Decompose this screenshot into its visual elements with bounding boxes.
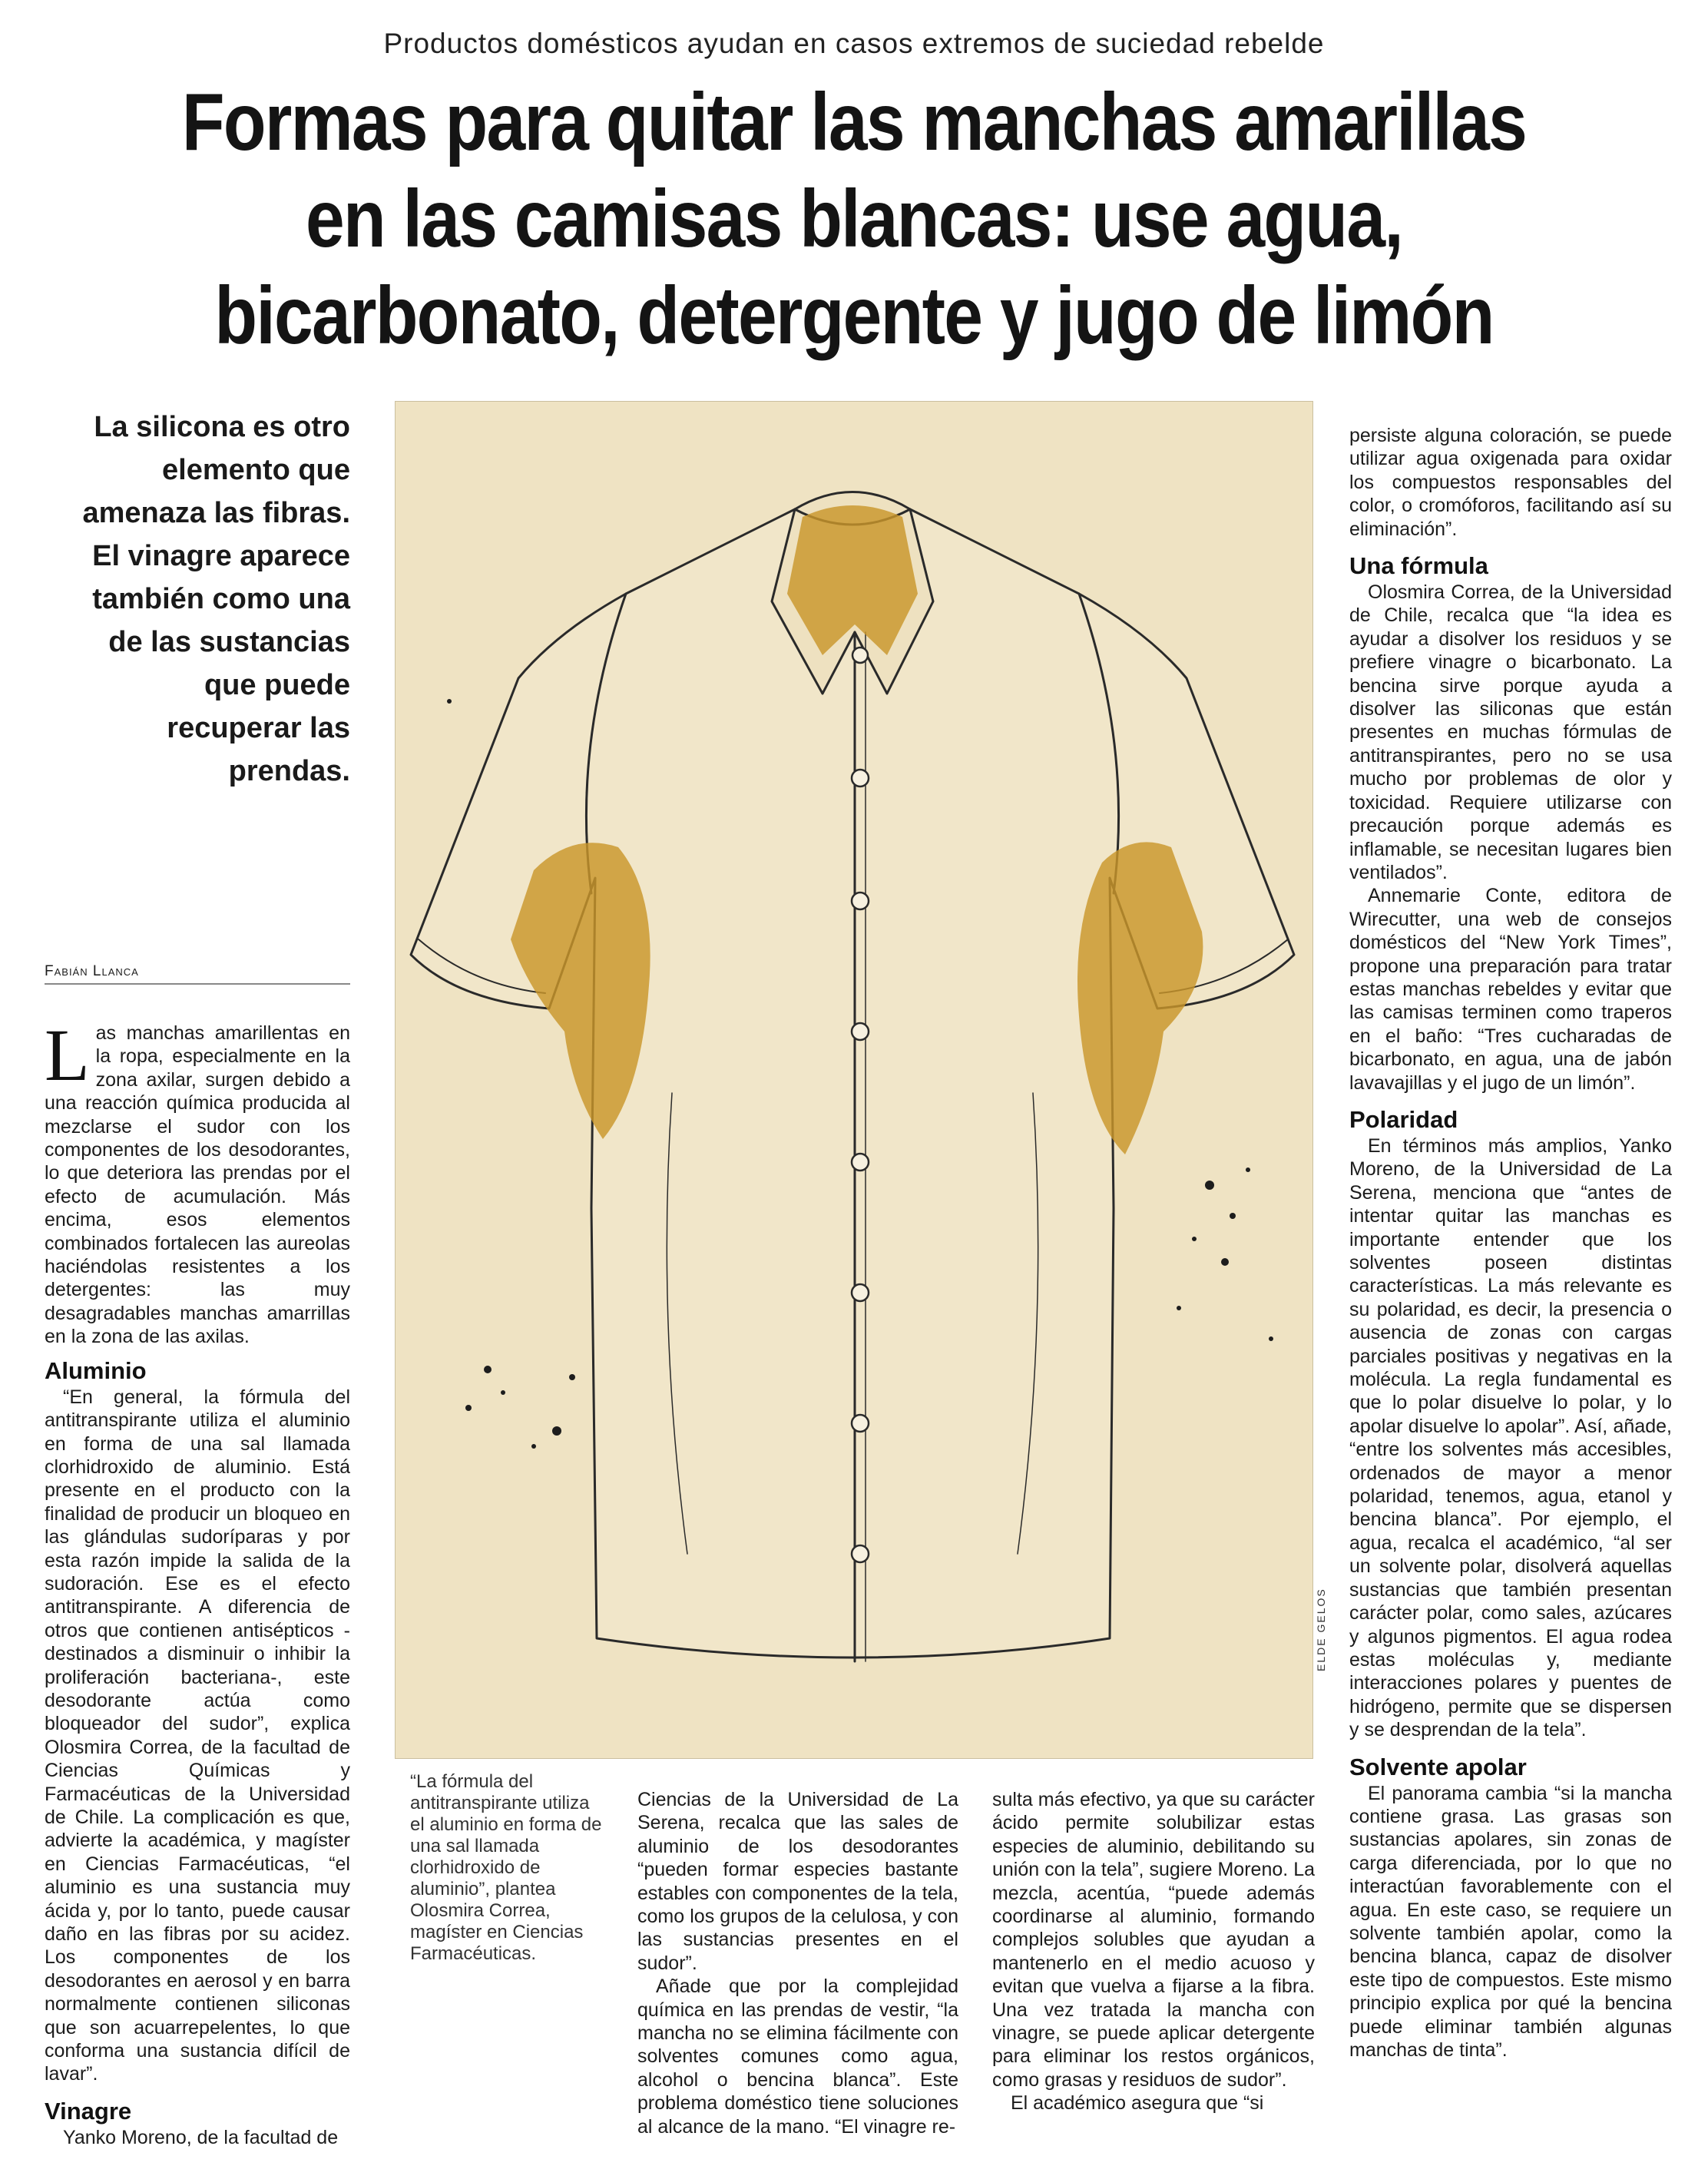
aluminio-paragraph: “En general, la fórmula del antitranspirante utiliza el aluminio en forma de una sal llamada clorhidroxido de aluminio. Está presente en el producto con la finalidad de producir un bloqueo en las glándulas sudoríparas y por esta razón impide la salida de la sudoración. Ese es el efecto antitranspirante. A diferencia de otros que contienen antisépticos -destinados a disminuir o inhibir la proliferación bacteriana-, este desodorante actúa como bloqueador del sudor”, explica Olosmira Correa, de la facultad de Ciencias Químicas y Farmacéuticas de la Universidad de Chile. La complicación es que, advierte la académica, y magíster en Ciencias Farmacéuticas, “el aluminio es una sustancia muy ácida y, por lo tanto, puede causar daño en las fibras por su acidez. Los componentes de los desodorantes en aerosol y en barra normalmente contienen siliconas que son acuarrepelentes, lo que conforma una sustancia difícil de lavar”.	[45, 1386, 350, 2085]
headline-line-1: Formas para quitar las manchas amarillas	[181, 77, 1527, 167]
byline	[45, 963, 350, 985]
subhead-solvente-apolar: Solvente apolar	[1349, 1753, 1527, 1780]
illustration-credit: ELDE GELOS	[1315, 1588, 1327, 1671]
byline-name: Fabián Llanca	[45, 963, 139, 979]
intro-paragraph	[45, 1014, 350, 1349]
subhead-una-formula: Una fórmula	[1349, 552, 1488, 580]
shirt-illustration	[395, 401, 1313, 1759]
subhead-polaridad: Polaridad	[1349, 1105, 1458, 1133]
article-column-4	[992, 1788, 1315, 2115]
dropcap: L	[45, 1014, 90, 1096]
col2-paragraph-0: persiste alguna coloración, se puede utilizar agua oxigenada para oxidar los compuestos responsables del color, o cromóforos, facilitando así su eliminación”.	[1349, 425, 1672, 540]
polaridad-paragraph: En términos más amplios, Yanko Moreno, de la Universidad de La Serena, menciona que “antes de intentar quitar las manchas es importante entender que los solventes poseen distintas características. La más relevante es su polaridad, es decir, la presencia o ausencia de zonas con cargas parciales positivas y negativas en la molécula. La regla fundamental es que lo polar disuelve lo polar, y lo apolar disuelve lo apolar”. Así, añade, “entre los solventes más accesibles, ordenados de mayor a menor polaridad, tenemos, agua, etanol y bencina blanca”. Por ejemplo, el agua, recalca el académico, “al ser un solvente polar, disolverá aquellas sustancias que también presentan carácter polar, como sales, azúcares y algunos pigmentos. El agua rodea estas moléculas y, mediante interacciones polares y puentes de hidrógeno, permite que se dispersen y se desprendan de la tela”.	[1349, 1134, 1672, 1741]
subhead-aluminio: Aluminio	[45, 1356, 147, 1384]
headline-line-3: bicarbonato, detergente y jugo de limón	[214, 270, 1494, 361]
shirt-drawing	[396, 402, 1312, 1758]
solvente-paragraph: El panorama cambia “si la mancha contiene grasa. Las grasas son sustancias apolares, sin zonas de carga diferenciada, por lo que no interactúan favorablemente con el agua. En este caso, se requiere un solvente también apolar, como la bencina blanca, capaz de disolver este tipo de compuestos. Este mismo principio explica por qué la bencina puede eliminar también algunas manchas de tinta”.	[1349, 1782, 1672, 2061]
vinagre-paragraph: Yanko Moreno, de la facultad de	[63, 2126, 339, 2148]
photo-caption: “La fórmula del antitranspirante utiliza el aluminio en forma de una sal llamada clorhidroxido de aluminio”, plantea Olosmira Correa, magíster en Ciencias Farmacéuticas.	[410, 1771, 602, 1964]
col4-paragraph-2: El académico asegura que “si	[1011, 2092, 1264, 2115]
headline	[159, 74, 1548, 364]
shirt-body	[411, 509, 1294, 1658]
subhead-vinagre: Vinagre	[45, 2097, 132, 2125]
col4-paragraph-1: sulta más efectivo, ya que su carácter ácido permite solubilizar estas especies de aluminio, debilitando su unión con la tela”, sugiere Moreno. La mezcla, acentúa, “puede además coordinarse al aluminio, formando complejos solubles que ayudan a mantenerlo en el medio acuoso y evitan que vuelva a fijarse a la fibra. Una vez tratada la mancha con vinagre, se puede aplicar detergente para eliminar los restos orgánicos, como grasas y residuos de sudor”.	[992, 1789, 1315, 2091]
article-column-3	[637, 1788, 958, 2138]
formula-paragraph-1: Olosmira Correa, de la Universidad de Chile, recalca que “la idea es ayudar a disolver los residuos y se prefiere vinagre o bicarbonato. La bencina sirve porque ayuda a disolver las siliconas que están presentes en muchas fórmulas de antitranspirantes, pero no se usa mucho por problemas de olor y toxicidad. Requiere utilizarse con precaución porque además es inflamable, se necesitan lugares bien ventilados”.	[1349, 581, 1672, 883]
col3-paragraph-2: Añade que por la complejidad química en las prendas de vestir, “la mancha no se elimina fácilmente con solventes comunes como agua, alcohol o bencina blanca”. Este problema doméstico tiene soluciones al alcance de la mano. “El vinagre re-	[637, 1976, 958, 2138]
article-column-1	[45, 1014, 350, 2149]
headline-line-2: en las camisas blancas: use agua,	[306, 174, 1402, 264]
article-column-2	[1349, 424, 1672, 2062]
col3-paragraph-1: Ciencias de la Universidad de La Serena, recalca que las sales de aluminio de los desodorantes “pueden formar especies bastante estables con componentes de la tela, como los grupos de la celulosa, y con las sustancias presentes en el sudor”.	[637, 1789, 958, 1974]
pull-quote: La silicona es otro elemento que amenaza las fibras. El vinagre aparece también como una de las sustancias que puede recuperar las prendas.	[82, 411, 350, 787]
formula-paragraph-2: Annemarie Conte, editora de Wirecutter, una web de consejos domésticos del “New York Times”, propone una preparación para tratar estas manchas rebeldes y evitar que las camisas terminen como traperos en el baño: “Tres cucharadas de bicarbonato, en agua, una de jabón lavavajillas y el jugo de un limón”.	[1349, 885, 1672, 1094]
intro-text: as manchas amarillentas en la ropa, especialmente en la zona axilar, surgen debido a una reacción química producida al mezclarse el sudor con los componentes de los desodorantes, lo que deteriora las prendas por el efecto de acumulación. Más encima, esos elementos combinados fortalecen las aureolas haciéndolas resistentes a los detergentes: las muy desagradables manchas amarrillas en la zona de las axilas.	[45, 1022, 350, 1348]
kicker: Productos domésticos ayudan en casos extremos de suciedad rebelde	[383, 28, 1325, 59]
